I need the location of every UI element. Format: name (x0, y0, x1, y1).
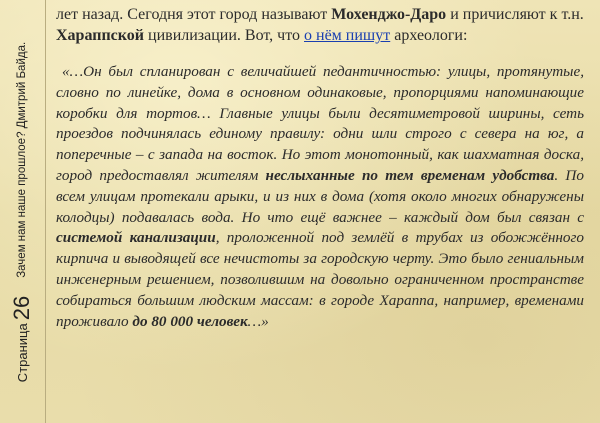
quote-paragraph (56, 62, 584, 332)
civilization-name: Хараппской (56, 27, 145, 44)
source-link[interactable]: о нём пишут (304, 27, 391, 44)
intro-text: цивилизации. Вот, что (144, 27, 304, 44)
book-title: Зачем нам наше прошлое? Дмитрий Байда. (16, 41, 28, 278)
quote-emphasis: неслыханные по тем временам удобства (265, 166, 555, 184)
quote-emphasis: системой канализации (56, 229, 216, 247)
quote-text: …» (247, 312, 269, 330)
page-number: 26 (9, 295, 34, 321)
intro-text: лет назад. Сегодня этот город называют (56, 6, 332, 23)
intro-paragraph (56, 4, 584, 46)
intro-text: и причисляют к т.н. (446, 6, 584, 23)
quote-text: «…Он был спланирован с величайшей педантичностью: улицы, протянутые, словно по линейке, дома в основном одинаковые, пропорциями напоминающие коробки для тортов… Главные улицы были десятиметровой ширины, сеть проездов подчинялась единому правилу: одни шли строго с севера на юг, а поперечные – с запада на восток. Но этот монотонный, как шахматная доска, город предоставлял жителям (56, 63, 584, 184)
intro-text: археологи: (390, 27, 468, 44)
city-name: Мохенджо-Даро (331, 6, 447, 23)
quote-text: . По всем улицам протекали арыки, и из них в дома (хотя около многих обнаружены колодцы) подавалась вода. Но что ещё важнее – каждый дом был связан с (56, 166, 584, 226)
quote-text: , проложенной под землёй в трубах из обожжённого кирпича и выводящей все нечистоты за городскую черту. Это было гениальным инженерным решением, позволившим на довольно ограниченном пространстве собираться большим людским массам: в городе Хараппа, например, временами проживало (56, 229, 584, 330)
page-label: Страница (14, 323, 30, 383)
page-sidebar (9, 12, 35, 412)
main-text (56, 4, 584, 332)
margin-line (45, 0, 46, 423)
quote-emphasis: до 80 000 человек (132, 312, 248, 330)
